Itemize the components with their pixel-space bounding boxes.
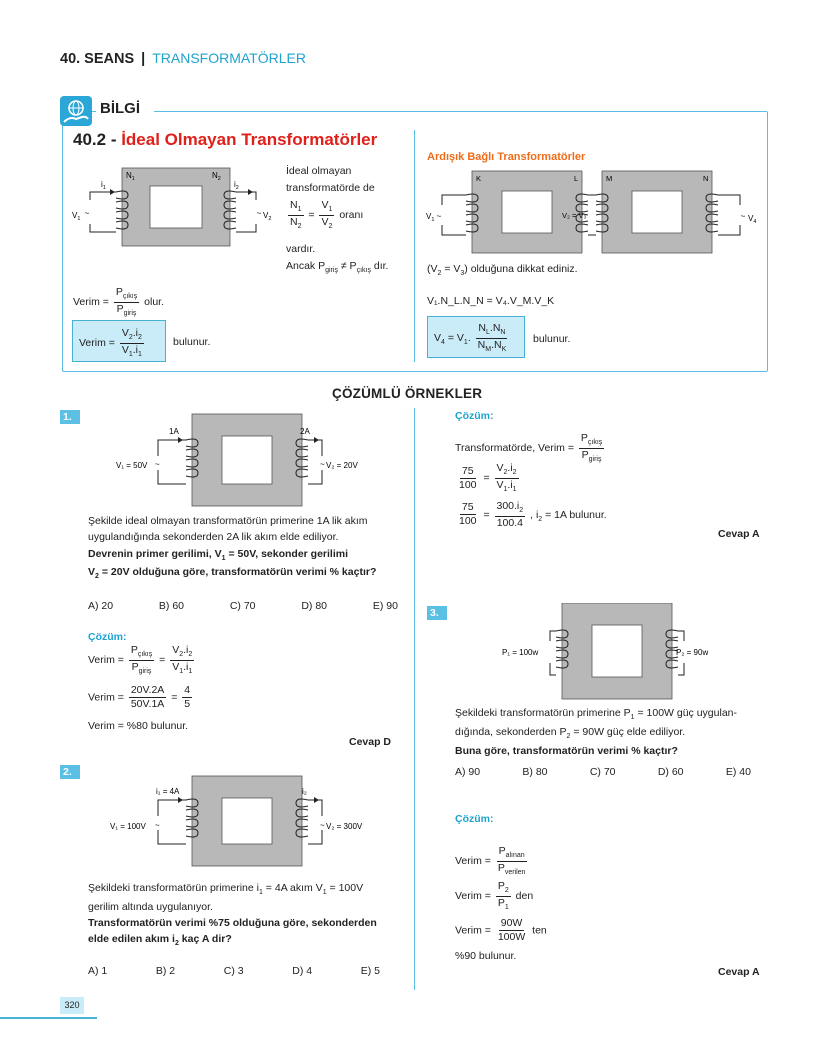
current-arrow-icon: [314, 437, 319, 443]
svg-text:~: ~: [320, 460, 325, 469]
bilgi-title: BİLGİ: [100, 100, 140, 117]
svg-text:V₂ = 20V: V₂ = 20V: [326, 461, 358, 470]
svg-text:i₁ = 4A: i₁ = 4A: [156, 787, 180, 796]
q1-answer: Cevap D: [349, 736, 392, 748]
current-arrow-icon: [248, 189, 253, 195]
svg-text:2A: 2A: [300, 427, 310, 436]
svg-text:~: ~: [155, 460, 160, 469]
q3-answer: Cevap A: [718, 966, 760, 978]
option-a[interactable]: A) 1: [88, 965, 108, 977]
option-b[interactable]: B) 60: [158, 600, 185, 612]
q2-text: Şekildeki transformatörün primerine $i_1 = 4A$ akım $V_1 = 100V$ gerilim altında uygulanıyor. Transformatörün verimi %75 olduğuna göre, sekonderden elde edilen akım $i_2$ kaç A dir?: [88, 882, 377, 948]
svg-text:P₂ = 90w: P₂ = 90w: [676, 648, 709, 657]
option-d[interactable]: D) 80: [301, 600, 328, 612]
q1-result: Verim = %80 bulunur.: [88, 720, 189, 732]
current-arrow-icon: [178, 797, 183, 803]
q3-text: Şekildeki transformatörün primerine $P_1 = 100W$ güç uygulan- dığında, sekonderden $P_2 = 90W$ güç elde ediliyor. Buna göre, transformatörün verimi % kaçtır?: [455, 707, 737, 757]
dikkat-text: $(V_2 = V_3)$ olduğuna dikkat ediniz.: [427, 263, 578, 278]
svg-text:~: ~: [740, 212, 746, 221]
v4-formula-highlight: $V_4 = V_1$. $\frac{N_L.N_N}{N_M.N_K}$: [427, 316, 525, 358]
svg-text:V4: $V_4$: [748, 214, 757, 225]
q1-text: Şekilde ideal olmayan transformatörün primerine 1A lik akım uygulandığında sekonderden 2A lik akım elde ediliyor. Devrenin primer gerilimi, $V_1 = 50V$, sekonder gerilimi $V_2 = 20V$ olduğuna göre, transformatörün verimi % kaçtır?: [88, 515, 377, 581]
transformer-core-window: [150, 186, 202, 228]
serial-title: Ardışık Bağlı Transformatörler: [427, 151, 586, 163]
current-arrow-icon: [314, 797, 319, 803]
question-3-badge: 3.: [427, 606, 447, 620]
bilgi-transformer-figure: [70, 160, 280, 252]
svg-text:i2: $i_2$: [234, 180, 239, 191]
page-number: 320: [60, 997, 84, 1014]
question-1-badge: 1.: [60, 410, 80, 424]
right-solution-label: Çözüm:: [455, 410, 494, 422]
q3-solution-step2: Verim = $\frac{P_2}{P_1}$ den: [455, 880, 534, 911]
option-c[interactable]: C) 70: [589, 766, 616, 778]
right-solution-answer: Cevap A: [718, 528, 760, 540]
footer-line: [0, 1017, 97, 1019]
option-c[interactable]: C) 3: [223, 965, 244, 977]
svg-text:V1: $V_1$: [426, 212, 435, 223]
ancak-text: Ancak $P_{giriş} \ne P_{çıkış}$ dır.: [286, 260, 389, 275]
svg-text:~: ~: [320, 821, 325, 830]
svg-text:V2: $V_2$: [263, 211, 272, 222]
q1-transformer-figure: [110, 412, 375, 512]
svg-text:~: ~: [84, 209, 90, 218]
section-number: 40.2: [73, 130, 107, 149]
svg-text:i₂: i₂: [302, 787, 307, 796]
q3-solution-step3: Verim = $\frac{90W}{100W}$ ten: [455, 917, 547, 944]
section-dash: -: [106, 130, 122, 149]
q3-solution-step1: Verim = $\frac{P_{alınan}}{P_{verilen}}$: [455, 845, 526, 876]
bulunur-text: bulunur.: [173, 336, 211, 348]
vardir-text: vardır.: [286, 243, 316, 255]
svg-text:V₁ = 100V: V₁ = 100V: [110, 822, 146, 831]
option-a[interactable]: A) 20: [88, 600, 114, 612]
q3-result: %90 bulunur.: [455, 950, 517, 962]
option-b[interactable]: B) 2: [155, 965, 176, 977]
right-solution-line2: $\frac{75}{100}$ = $\frac{V_2.i_2}{V_1.i_1}$: [459, 462, 517, 493]
option-a[interactable]: A) 90: [455, 766, 481, 778]
seans-number: 40. SEANS: [60, 51, 135, 67]
q1-options: [88, 600, 398, 612]
option-d[interactable]: D) 60: [657, 766, 684, 778]
svg-text:i1: $i_1$: [101, 180, 106, 191]
bulunur-text-2: bulunur.: [533, 333, 571, 345]
svg-text:V₁ = 50V: V₁ = 50V: [116, 461, 148, 470]
option-e[interactable]: E) 5: [360, 965, 380, 977]
current-arrow-icon: [110, 189, 115, 195]
option-b[interactable]: B) 80: [522, 766, 548, 778]
page-header: [60, 50, 306, 67]
serial-transformers-figure: [422, 165, 764, 257]
svg-text:~: ~: [436, 212, 442, 221]
svg-text:N2: $N_2$: [212, 171, 221, 182]
option-c[interactable]: C) 70: [229, 600, 256, 612]
svg-text:M: M: [606, 174, 613, 183]
question-2-badge: 2.: [60, 765, 80, 779]
bilgi-description: İdeal olmayan transformatörde de: [286, 165, 375, 194]
svg-text:V₂ = 300V: V₂ = 300V: [326, 822, 363, 831]
svg-text:L: L: [574, 174, 579, 183]
svg-text:~: ~: [155, 821, 160, 830]
svg-text:V1: $V_1$: [72, 211, 81, 222]
svg-text:K: K: [476, 174, 482, 183]
current-arrow-icon: [178, 437, 183, 443]
svg-text:N1: $N_1$: [126, 171, 135, 182]
serial-equation: V₁.N_L.N_N = V₄.V_M.V_K: [427, 295, 555, 307]
right-solution-line1: Transformatörde, Verim = $\frac{P_{çıkış}}{P_{giriş}}$: [455, 432, 603, 463]
option-d[interactable]: D) 4: [292, 965, 313, 977]
svg-text:P₁ = 100w: P₁ = 100w: [502, 648, 539, 657]
q3-solution-label: Çözüm:: [455, 813, 494, 825]
q1-solution-step1: Verim = $\frac{P_{çıkış}}{P_{giriş}}$ = $\frac{V_2.i_2}{V_1.i_1}$: [88, 644, 193, 675]
q1-solution-label: Çözüm:: [88, 631, 127, 643]
svg-text:V₂ = V₃: V₂ = V₃: [562, 211, 587, 220]
bilgi-info-icon: [60, 96, 92, 126]
examples-title: ÇÖZÜMLÜ ÖRNEKLER: [332, 386, 483, 401]
q3-options: [455, 766, 751, 778]
option-e[interactable]: E) 40: [725, 766, 751, 778]
ratio-formula: $\frac{N_1}{N_2}$ = $\frac{V_1}{V_2}$ oranı: [290, 199, 364, 230]
svg-text:~: ~: [256, 209, 262, 218]
svg-text:N: N: [703, 174, 709, 183]
section-title: [73, 130, 377, 150]
right-solution-line3: $\frac{75}{100}$ = $\frac{300.i_2}{100.4}$ , $i_2 = 1A$ bulunur.: [459, 500, 607, 529]
q1-solution-step2: Verim = $\frac{20V.2A}{50V.1A}$ = $\frac{4}{5}$: [88, 684, 191, 711]
verim-formula-1: Verim = $\frac{P_{çıkış}}{P_{giriş}}$ olur.: [73, 286, 164, 317]
column-divider: [414, 408, 415, 990]
q2-transformer-figure: [110, 772, 375, 872]
section-title-text: İdeal Olmayan Transformatörler: [121, 130, 378, 149]
bilgi-divider: [414, 130, 415, 362]
svg-text:1A: 1A: [169, 427, 179, 436]
verim-formula-highlight: Verim = $\frac{V_2.i_2}{V_1.i_1}$: [72, 320, 166, 362]
header-topic: TRANSFORMATÖRLER: [152, 50, 306, 66]
option-e[interactable]: E) 90: [372, 600, 398, 612]
header-separator: |: [141, 51, 146, 67]
q2-options: [88, 965, 380, 977]
q3-transformer-figure: [490, 603, 735, 703]
